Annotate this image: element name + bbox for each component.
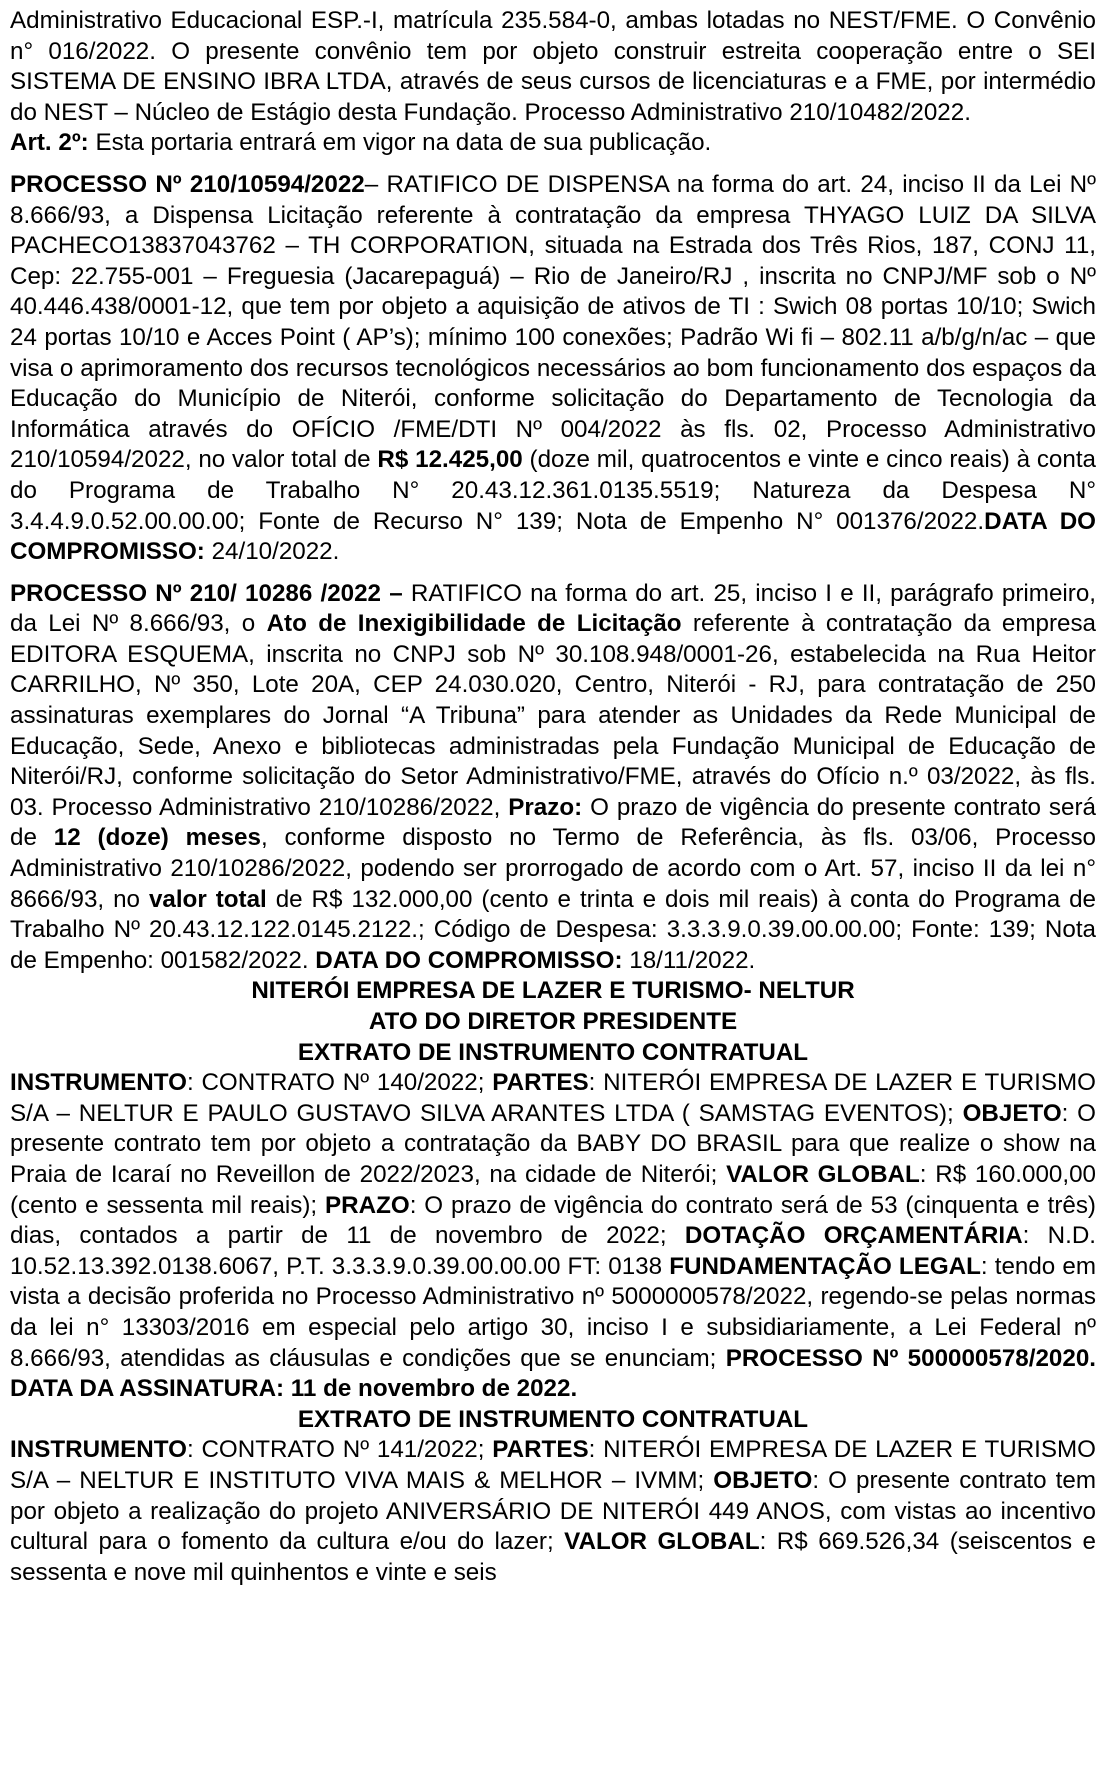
paragraph-contrato-141 — [10, 1435, 1096, 1588]
text-run: : tendo em vista a decisão proferida no Processo Administrativo nº 5000000578/2022, regendo-se pelas normas da lei n° 13303/2016 em especial pelo artigo 30, inciso I e subsidiariamente, a Lei Federal nº 8.666/93, atendidas as cláusulas e condições que se enunciam; — [10, 1252, 1096, 1372]
text-run: : O presente contrato tem por objeto a realização do projeto ANIVERSÁRIO DE NITERÓI 449 ANOS, com vistas ao incentivo cultural para o fomento da cultura e/ou do lazer; — [10, 1466, 1097, 1556]
paragraph-processo-10286 — [10, 579, 1096, 977]
text-run: de R$ 132.000,00 (cento e trinta e dois mil reais) à conta do Programa de Trabalho Nº 20.43.12.122.0145.2122.; Código de Despesa: 3.3.3.9.0.39.00.00.00; Fonte: 139; Nota de Empenho: 001582/2022. — [10, 885, 1096, 974]
text-run: 24/10/2022. — [204, 538, 340, 566]
bold-text-run: OBJETO — [962, 1099, 1062, 1127]
text-run: : CONTRATO Nº 141/2022; — [186, 1436, 493, 1464]
text-run: : NITERÓI EMPRESA DE LAZER E TURISMO S/A – NELTUR E PAULO GUSTAVO SILVA ARANTES LTDA ( SAMSTAG EVENTOS); — [10, 1069, 1096, 1127]
bold-text-run: OBJETO — [713, 1466, 813, 1494]
bold-text-run: PARTES — [492, 1436, 589, 1464]
text-run: Esta portaria entrará em vigor na data de sua publicação. — [88, 129, 712, 157]
heading-extrato-1: EXTRATO DE INSTRUMENTO CONTRATUAL — [297, 1038, 809, 1066]
text-run: : NITERÓI EMPRESA DE LAZER E TURISMO S/A – NELTUR E INSTITUTO VIVA MAIS & MELHOR – IVMM; — [10, 1436, 1096, 1494]
text-run: : R$ 669.526,34 (seiscentos e sessenta e nove mil quinhentos e vinte e seis — [10, 1528, 1096, 1586]
heading-extrato-2: EXTRATO DE INSTRUMENTO CONTRATUAL — [297, 1405, 809, 1433]
bold-text-run: Prazo: — [508, 793, 583, 821]
bold-text-run: R$ 12.425,00 — [377, 446, 523, 474]
bold-text-run: DATA DO COMPROMISSO: — [315, 946, 623, 974]
bold-text-run: Art. 2º: — [10, 129, 89, 157]
text-run: , conforme disposto no Termo de Referência, às fls. 03/06, Processo Administrativo 210/10286/2022, podendo ser prorrogado de acordo com o Art. 57, inciso II da lei n° 8666/93, no — [10, 824, 1096, 913]
text-run: : R$ 160.000,00 (cento e sessenta mil reais); — [10, 1160, 1096, 1219]
bold-text-run: INSTRUMENTO — [10, 1069, 187, 1097]
bold-text-run: DOTAÇÃO ORÇAMENTÁRIA — [684, 1222, 1023, 1250]
bold-text-run: 12 (doze) meses — [53, 824, 261, 852]
bold-text-run: DATA DO COMPROMISSO: — [10, 507, 1096, 566]
bold-text-run: PRAZO — [325, 1191, 410, 1219]
bold-text-run: valor total — [148, 885, 267, 913]
text-run: O prazo de vigência do presente contrato será de — [10, 793, 1096, 852]
paragraph-convenio — [10, 6, 1096, 128]
paragraph-contrato-140 — [10, 1068, 1096, 1405]
bold-text-run: PARTES — [492, 1069, 589, 1097]
heading-neltur: NITERÓI EMPRESA DE LAZER E TURISMO- NELTUR — [251, 977, 855, 1005]
text-run: referente à contratação da empresa EDITORA ESQUEMA, inscrita no CNPJ sob Nº 30.108.948/0001-26, estabelecida na Rua Heitor CARRILHO, Nº 350, Lote 20A, CEP 24.030.020, Centro, Niterói - RJ, para contratação de 250 assinaturas exemplares do Jornal “A Tribuna” para atender as Unidades da Rede Municipal de Educação, Sede, Anexo e bibliotecas administradas pela Fundação Municipal de Educação de Niterói/RJ, conforme solicitação do Setor Administrativo/FME, através do Ofício n.º 03/2022, às fls. 03. Processo Administrativo 210/10286/2022, — [10, 610, 1096, 821]
text-run: : O presente contrato tem por objeto a contratação da BABY DO BRASIL para que realize o show na Praia de Icaraí no Reveillon de 2022/2023, na cidade de Niterói; — [10, 1099, 1096, 1188]
heading-ato-diretor: ATO DO DIRETOR PRESIDENTE — [368, 1008, 738, 1035]
paragraph-art-2 — [10, 128, 1096, 159]
text-run: – RATIFICO DE DISPENSA na forma do art. 24, inciso II da Lei Nº 8.666/93, a Dispensa Licitação referente à contratação da empresa THYAGO LUIZ DA SILVA PACHECO13837043762 – TH CORPORATION, situada na Estrada dos Três Rios, 187, CONJ 11, Cep: 22.755-001 – Freguesia (Jacarepaguá) – Rio de Janeiro/RJ , inscrita no CNPJ/MF sob o Nº 40.446.438/0001-12, que tem por objeto a aquisição de ativos de TI : Swich 08 portas 10/10; Swich 24 portas 10/10 e Acces Point ( AP’s); mínimo 100 conexões; Padrão Wi fi – 802.11 a/b/g/n/ac – que visa o aprimoramento dos recursos tecnológicos necessários ao bom funcionamento dos espaços da Educação do Município de Niterói, conforme solicitação do Departamento de Tecnologia da Informática através do OFÍCIO /FME/DTI Nº 004/2022 às fls. 02, Processo Administrativo 210/10594/2022, no valor total de — [10, 170, 1096, 474]
text-run: Administrativo Educacional ESP.-I, matrícula 235.584-0, ambas lotadas no NEST/FME. O Convênio n° 016/2022. O presente convênio tem por objeto construir estreita cooperação entre o SEI SISTEMA DE ENSINO IBRA LTDA, através de seus cursos de licenciaturas e a FME, por intermédio do NEST – Núcleo de Estágio desta Fundação. Processo Administrativo 210/10482/2022. — [10, 7, 1096, 126]
bold-text-run: PROCESSO Nº 500000578/2020. DATA DA ASSINATURA: 11 de novembro de 2022. — [10, 1344, 1096, 1403]
text-run: : N.D. 10.52.13.392.0138.6067, P.T. 3.3.3.9.0.39.00.00.00 FT: 0138 — [10, 1222, 1097, 1280]
bold-text-run: INSTRUMENTO — [10, 1436, 187, 1464]
text-run: RATIFICO na forma do art. 25, inciso I e II, parágrafo primeiro, da Lei Nº 8.666/93, o — [10, 579, 1096, 638]
text-run: : O prazo de vigência do contrato será de 53 (cinquenta e três) dias, contados a partir de 11 de novembro de 2022; — [10, 1191, 1096, 1250]
bold-text-run: FUNDAMENTAÇÃO LEGAL — [669, 1252, 981, 1280]
text-run: 18/11/2022. — [622, 946, 756, 974]
bold-text-run: PROCESSO Nº 210/10594/2022 — [10, 170, 365, 198]
bold-text-run: VALOR GLOBAL — [564, 1528, 760, 1556]
text-run: : CONTRATO Nº 140/2022; — [186, 1069, 493, 1097]
paragraph-processo-10594 — [10, 170, 1096, 568]
text-run: (doze mil, quatrocentos e vinte e cinco reais) à conta do Programa de Trabalho N° 20.43.12.361.0135.5519; Natureza da Despesa N° 3.4.4.9.0.52.00.00.00; Fonte de Recurso N° 139; Nota de Empenho N° 001376/2022. — [10, 446, 1097, 535]
bold-text-run: PROCESSO Nº 210/ 10286 /2022 – — [10, 579, 403, 607]
bold-text-run: VALOR GLOBAL — [726, 1160, 920, 1188]
bold-text-run: Ato de Inexigibilidade de Licitação — [266, 610, 682, 638]
